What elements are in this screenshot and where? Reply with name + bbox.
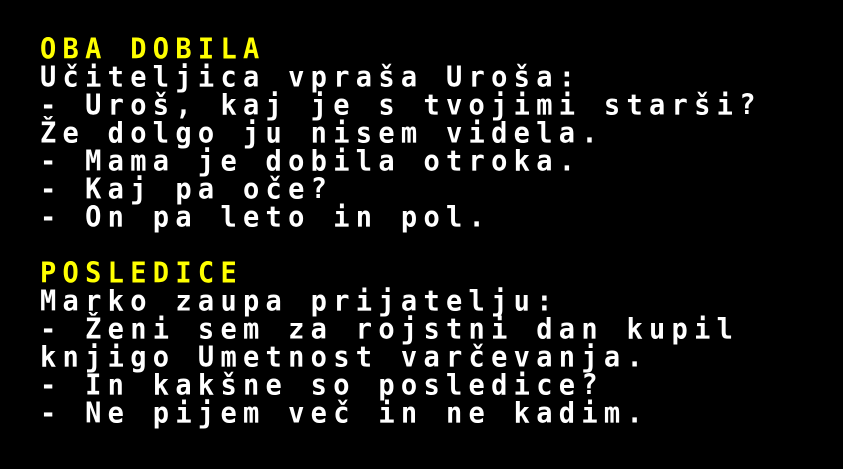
joke-title: POSLEDICE (40, 257, 243, 290)
joke-line: knjigo Umetnost varčevanja. (40, 341, 649, 374)
joke-oba-dobila (40, 33, 762, 234)
joke-line: Marko zaupa prijatelju: (40, 285, 559, 318)
joke-line: - Ženi sem za rojstni dan kupil (40, 313, 740, 346)
joke-title: OBA DOBILA (40, 33, 266, 66)
joke-posledice (40, 257, 740, 430)
joke-line: - Ne pijem več in ne kadim. (40, 397, 649, 430)
joke-line: Že dolgo ju nisem videla. (40, 117, 604, 150)
joke-line: - Uroš, kaj je s tvojimi starši? (40, 89, 762, 122)
joke-line: - On pa leto in pol. (40, 201, 492, 234)
joke-line: - Kaj pa oče? (40, 173, 334, 206)
joke-line: Učiteljica vpraša Uroša: (40, 61, 582, 94)
joke-line: - Mama je dobila otroka. (40, 145, 582, 178)
joke-line: - In kakšne so posledice? (40, 369, 604, 402)
